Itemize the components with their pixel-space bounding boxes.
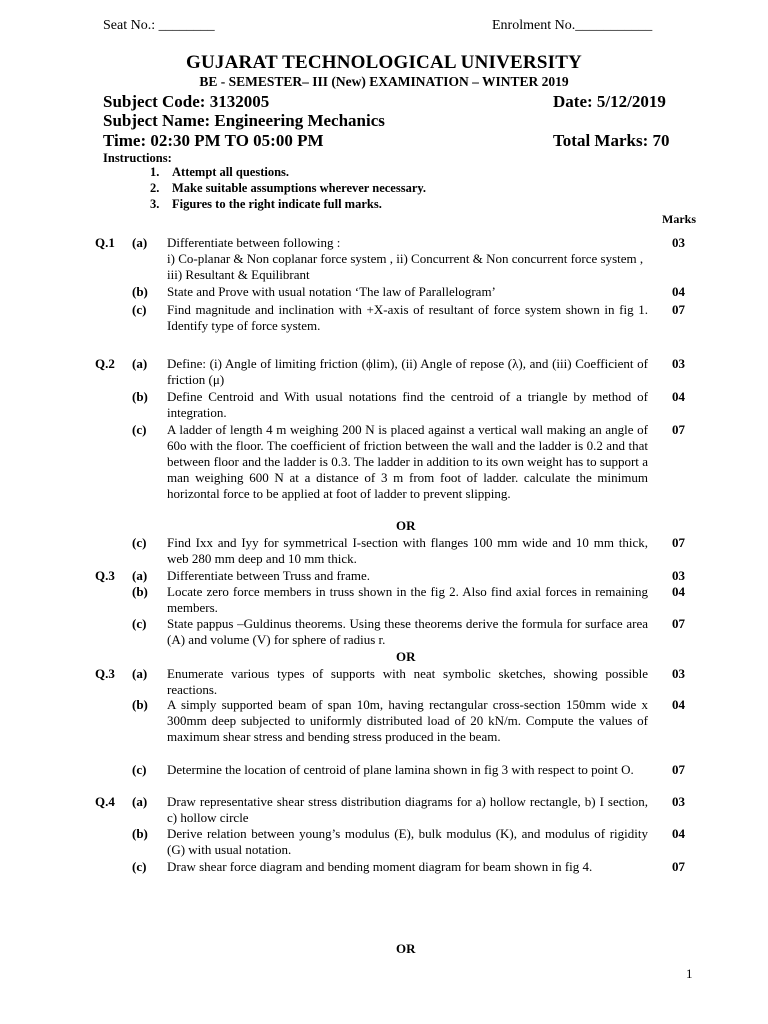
instructions-heading: Instructions: <box>103 151 172 165</box>
question-marks: 04 <box>672 389 685 404</box>
question-part: (b) <box>132 584 148 599</box>
question-text: A simply supported beam of span 10m, having rectangular cross-section 150mm wide x 300mm deep subjected to uniformly distributed load of 20 kN/m. Compute the values of maximum shear stress and bending stress produced in the beam. <box>167 697 648 744</box>
question-number: Q.4 <box>95 794 115 809</box>
question-text: Derive relation between young’s modulus (E), bulk modulus (K), and modulus of rigidity (G) with usual notation. <box>167 826 648 857</box>
instruction-number: 2. <box>150 181 160 195</box>
question-number: Q.1 <box>95 235 115 250</box>
question-marks: 07 <box>672 422 685 437</box>
question-text: Differentiate between Truss and frame. <box>167 568 371 583</box>
instruction-item <box>150 165 289 180</box>
instruction-number: 3. <box>150 197 160 211</box>
exam-date: Date: 5/12/2019 <box>553 92 666 111</box>
question-part: (a) <box>132 235 148 250</box>
instruction-text: Attempt all questions. <box>172 165 290 179</box>
instruction-text: Make suitable assumptions wherever necessary. <box>172 181 427 195</box>
exam-title: BE - SEMESTER– III (New) EXAMINATION – WINTER 2019 <box>199 74 569 89</box>
question-marks: 04 <box>672 284 685 299</box>
question-marks: 07 <box>672 302 685 317</box>
question-part: (a) <box>132 794 148 809</box>
question-marks: 07 <box>672 535 685 550</box>
question-part: (a) <box>132 356 148 371</box>
total-marks: Total Marks: 70 <box>553 131 670 150</box>
question-marks: 04 <box>672 584 685 599</box>
question-marks: 07 <box>672 762 685 777</box>
question-marks: 04 <box>672 697 685 712</box>
question-part: (b) <box>132 389 148 404</box>
question-marks: 07 <box>672 616 685 631</box>
question-text: Define: (i) Angle of limiting friction (ϕlim), (ii) Angle of repose (λ), and (iii) Coefficient of friction (μ) <box>167 356 648 387</box>
question-text: A ladder of length 4 m weighing 200 N is placed against a vertical wall making an angle of 60o with the floor. The coefficient of friction between the wall and the ladder is 0.2 and that between floor and the ladder is 0.3. The ladder in addition to its own weight has to support a man weighing 600 N at a distance of 3 m from foot of ladder. calculate the minimum horizontal force to be applied at foot of ladder to prevent slipping. <box>167 422 648 501</box>
question-part: (b) <box>132 826 148 841</box>
question-number: Q.3 <box>95 568 115 583</box>
question-part: (c) <box>132 762 147 777</box>
question-marks: 03 <box>672 568 685 583</box>
question-part: (a) <box>132 666 148 681</box>
university-title: GUJARAT TECHNOLOGICAL UNIVERSITY <box>186 52 582 73</box>
or-separator: OR <box>396 649 416 664</box>
question-marks: 04 <box>672 826 685 841</box>
question-text: Define Centroid and With usual notations find the centroid of a triangle by method of integration. <box>167 389 648 420</box>
instruction-text: Figures to the right indicate full marks. <box>172 197 382 211</box>
question-part: (c) <box>132 535 147 550</box>
marks-heading: Marks <box>662 212 696 226</box>
question-marks: 03 <box>672 666 685 681</box>
or-separator: OR <box>396 941 416 956</box>
question-number: Q.2 <box>95 356 115 371</box>
page-number: 1 <box>686 966 693 981</box>
question-text: Find magnitude and inclination with +X-axis of resultant of force system shown in fig 1. Identify type of force system. <box>167 302 648 333</box>
question-text: Draw representative shear stress distribution diagrams for a) hollow rectangle, b) I section, c) hollow circle <box>167 794 648 825</box>
or-separator: OR <box>396 518 416 533</box>
question-part: (c) <box>132 859 147 874</box>
question-part: (c) <box>132 422 147 437</box>
seat-number-label: Seat No.: ________ <box>103 18 215 33</box>
question-part: (b) <box>132 697 148 712</box>
question-part: (a) <box>132 568 148 583</box>
question-marks: 03 <box>672 794 685 809</box>
question-text: State and Prove with usual notation ‘The law of Parallelogram’ <box>167 284 496 299</box>
question-text: Draw shear force diagram and bending moment diagram for beam shown in fig 4. <box>167 859 593 874</box>
question-part: (b) <box>132 284 148 299</box>
instruction-item <box>150 197 382 212</box>
exam-time: Time: 02:30 PM TO 05:00 PM <box>103 131 324 150</box>
question-marks: 03 <box>672 356 685 371</box>
question-text: Locate zero force members in truss shown in the fig 2. Also find axial forces in remaining members. <box>167 584 648 615</box>
question-text: Find Ixx and Iyy for symmetrical I-section with flanges 100 mm wide and 10 mm thick, web 280 mm deep and 10 mm thick. <box>167 535 648 566</box>
question-part: (c) <box>132 302 147 317</box>
subject-code: Subject Code: 3132005 <box>103 92 270 111</box>
question-text: Determine the location of centroid of plane lamina shown in fig 3 with respect to point O. <box>167 762 634 777</box>
enrolment-number-label: Enrolment No.___________ <box>492 18 653 33</box>
question-marks: 07 <box>672 859 685 874</box>
question-text: Differentiate between following : i) Co-planar & Non coplanar force system , ii) Concurrent & Non concurrent force system , iii) Resultant & Equilibrant <box>167 235 644 282</box>
question-text: State pappus –Guldinus theorems. Using these theorems derive the formula for surface area (A) and volume (V) for sphere of radius r. <box>167 616 648 647</box>
question-part: (c) <box>132 616 147 631</box>
question-marks: 03 <box>672 235 685 250</box>
subject-name: Subject Name: Engineering Mechanics <box>103 111 385 130</box>
instruction-item <box>150 181 426 196</box>
instruction-number: 1. <box>150 165 160 179</box>
question-number: Q.3 <box>95 666 115 681</box>
question-text: Enumerate various types of supports with neat symbolic sketches, showing possible reactions. <box>167 666 648 697</box>
